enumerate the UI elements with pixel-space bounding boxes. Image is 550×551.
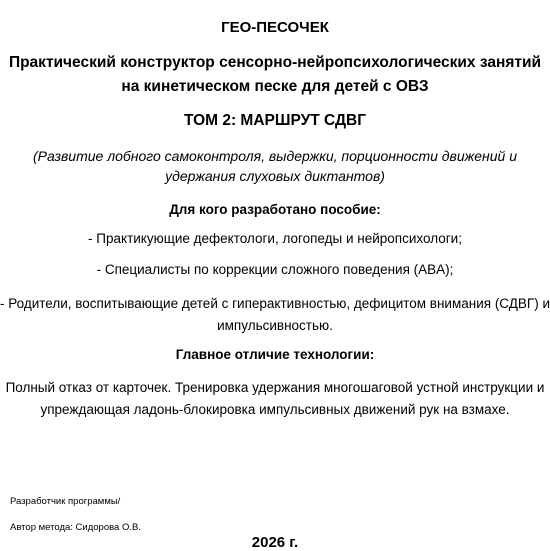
publication-year: 2026 г. bbox=[251, 534, 299, 551]
author-label: Автор метода: Сидорова О.В. bbox=[10, 521, 141, 533]
audience-item: - Специалисты по коррекции сложного поведения (ABA); bbox=[96, 262, 454, 277]
audience-item: - Практикующие дефектологи, логопеды и нейропсихологи; bbox=[88, 231, 462, 246]
volume-description: (Развитие лобного самоконтроля, выдержки, порционности движений и удержания слуховых диктантов) bbox=[32, 148, 518, 184]
document-title: ГЕО-ПЕСОЧЕК bbox=[221, 19, 329, 36]
audience-heading: Для кого разработано пособие: bbox=[169, 202, 381, 217]
document-subtitle: Практический конструктор сенсорно-нейропсихологических занятий на кинетическом песке для детей с ОВЗ bbox=[8, 54, 542, 95]
main-difference-text: Полный отказ от карточек. Тренировка удержания многошаговой устной инструкции и упреждающая ладонь-блокировка импульсивных движений рук на взмахе. bbox=[5, 380, 545, 417]
main-difference-heading: Главное отличие технологии: bbox=[175, 347, 375, 362]
volume-heading: ТОМ 2: МАРШРУТ СДВГ bbox=[183, 112, 367, 129]
developer-label: Разработчик программы/ bbox=[10, 495, 121, 507]
audience-item: - Родители, воспитывающие детей с гиперактивностью, дефицитом внимания (СДВГ) и импульсивностью. bbox=[0, 296, 550, 333]
